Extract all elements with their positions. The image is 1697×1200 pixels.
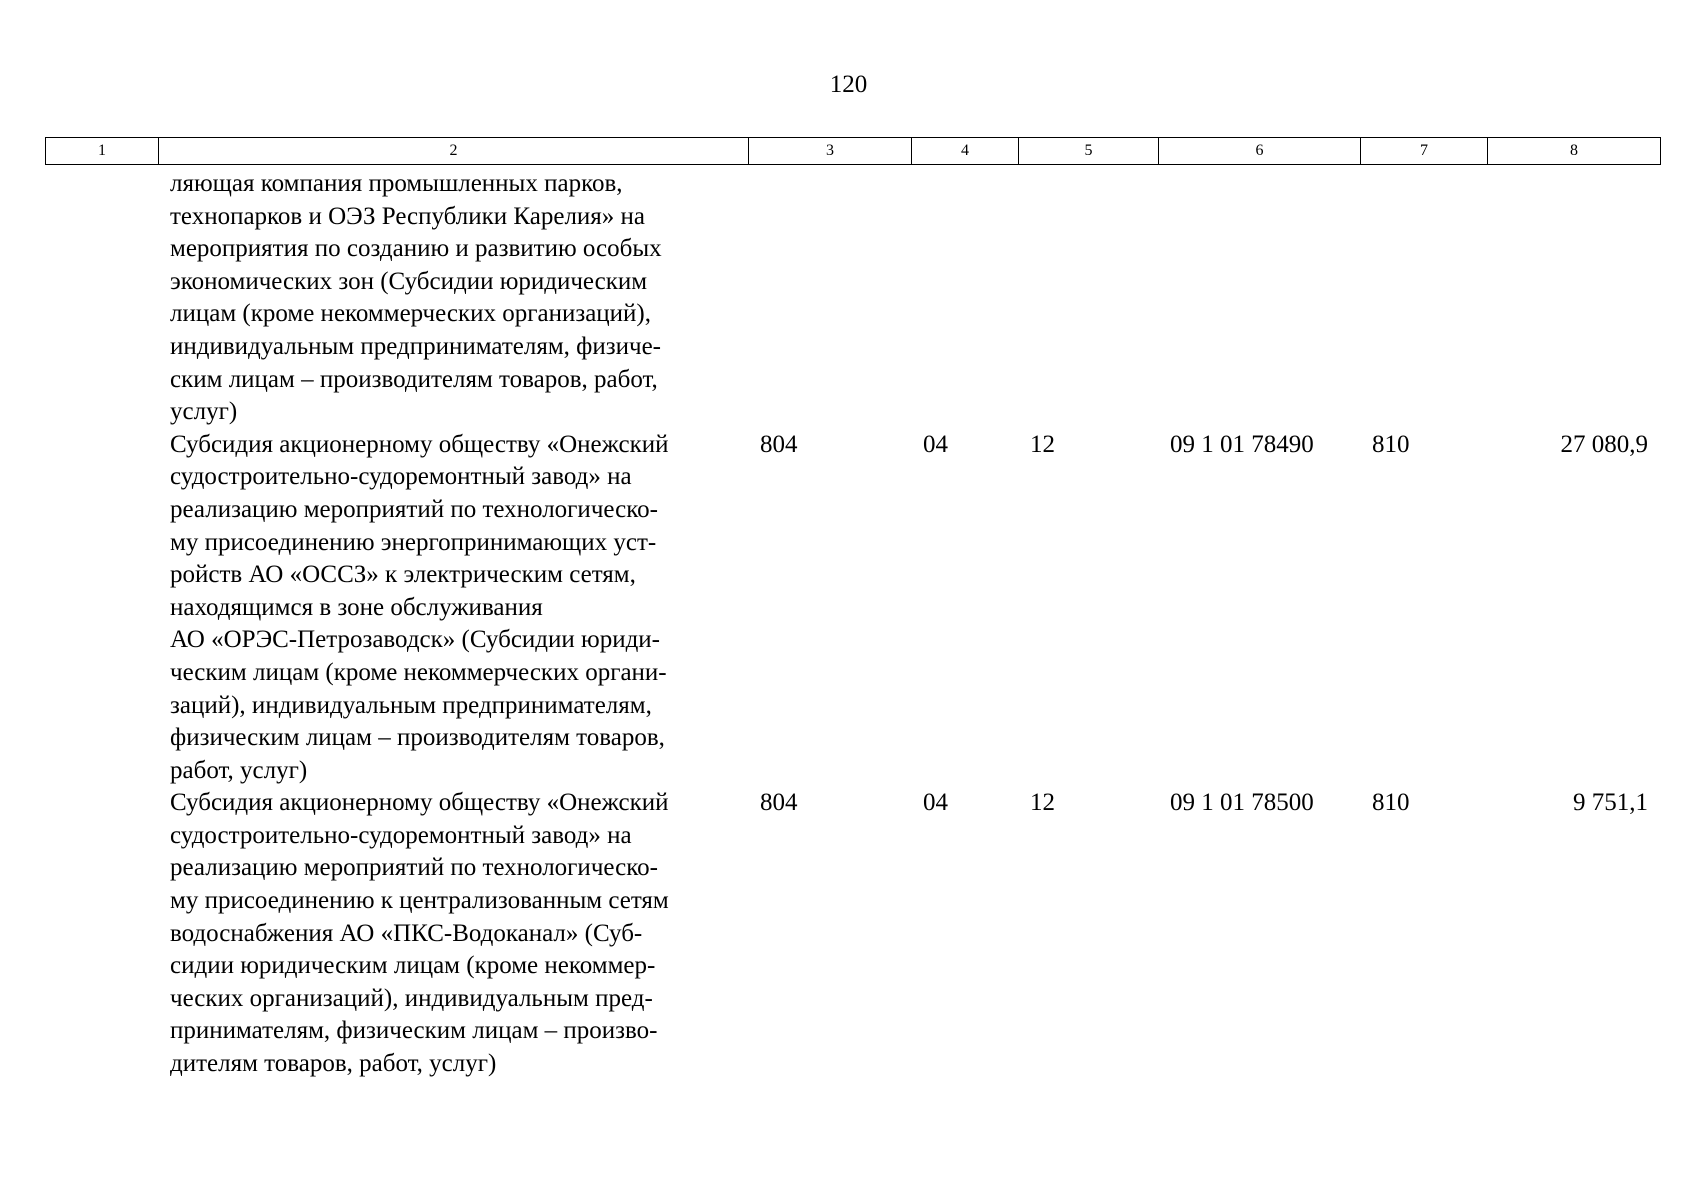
row-cell-6: 09 1 01 78490 [1170,430,1314,458]
header-cell-3: 3 [749,138,912,165]
row-cell-5: 12 [1030,789,1055,817]
row-description: Субсидия акционерному обществу «Онежский судостроительно-судоремонтный завод» на реализацию мероприятий по технологическо- му присоединению к централизованным сетям водоснабжения АО «ПКС-Водоканал» (Суб- сидии юридическим лицам (кроме некоммер- ческих организаций), индивидуальным пред- принимателям, физическим лицам – произво- дителям товаров, работ, услуг) [170,789,669,1078]
row-cell-7: 810 [1372,789,1410,817]
table-row [45,168,1660,429]
row-cell-1 [45,168,158,429]
row-cell-7: 810 [1372,430,1410,458]
row-cell-4 [911,168,1018,429]
header-cell-4: 4 [912,138,1019,165]
row-cell-3: 804 [760,789,798,817]
table-body [45,168,1660,1081]
table-row [45,429,1660,788]
header-cell-8: 8 [1488,138,1661,165]
row-cell-3 [748,168,911,429]
table-row [45,787,1660,1080]
header-cell-7: 7 [1361,138,1488,165]
row-description: Субсидия акционерному обществу «Онежский судостроительно-судоремонтный завод» на реализацию мероприятий по технологическо- му присоединению энергопринимающих уст- ройств АО «ОССЗ» к электрическим сетям, находящимся в зоне обслуживания АО «ОРЭС-Петрозаводск» (Субсидии юриди- ческим лицам (кроме некоммерческих органи- заций), индивидуальным предпринимателям, физическим лицам – производителям товаров, работ, услуг) [170,430,669,784]
row-cell-5 [1018,168,1158,429]
row-description: ляющая компания промышленных парков, технопарков и ОЭЗ Республики Карелия» на мероприятия по созданию и развитию особых экономических зон (Субсидии юридическим лицам (кроме некоммерческих организаций), индивидуальным предпринимателям, физиче- ским лицам – производителям товаров, работ, услуг) [170,170,662,426]
row-cell-8: 27 080,9 [1560,430,1648,458]
row-cell-4: 04 [923,789,948,817]
header-cell-2: 2 [159,138,749,165]
row-cell-8 [1487,168,1660,429]
row-cell-1 [45,787,158,1080]
row-cell-5: 12 [1030,430,1055,458]
row-cell-8: 9 751,1 [1573,789,1648,817]
page-number: 120 [829,71,868,98]
header-row [46,138,1661,165]
row-cell-4: 04 [923,430,948,458]
row-cell-7 [1360,168,1487,429]
header-cell-5: 5 [1019,138,1159,165]
header-cell-6: 6 [1159,138,1361,165]
row-cell-6 [1158,168,1360,429]
header-cell-1: 1 [46,138,159,165]
table-header [45,137,1661,165]
row-cell-3: 804 [760,430,798,458]
row-cell-1 [45,429,158,788]
row-cell-6: 09 1 01 78500 [1170,789,1314,817]
